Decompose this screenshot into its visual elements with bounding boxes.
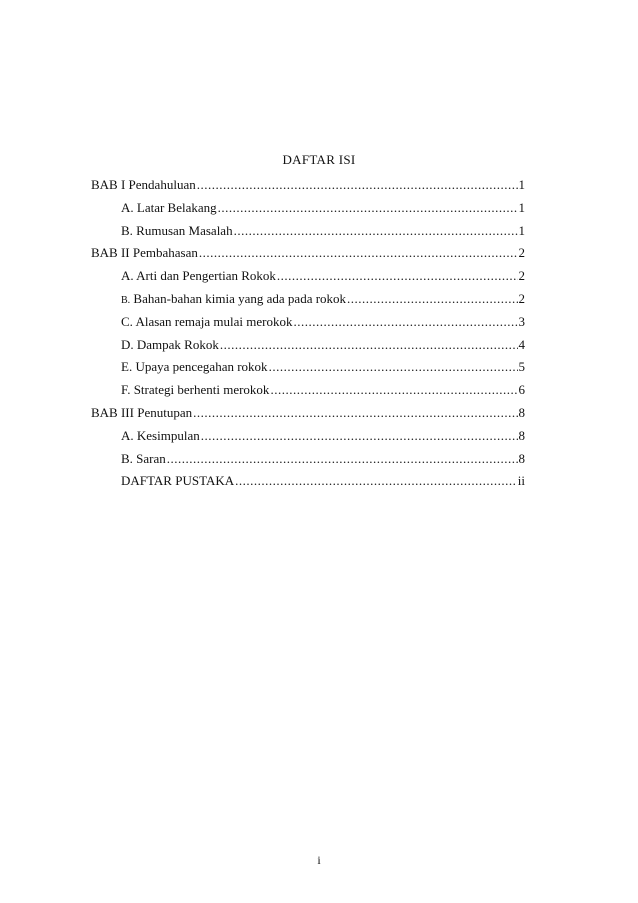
toc-entry-label: B. Rumusan Masalah [121,222,233,238]
toc-entry-page: 2 [518,245,525,261]
toc-entry-page: ii [517,473,525,489]
toc-dot-leader [218,200,518,216]
table-of-contents [91,177,525,496]
toc-entry-label: BAB III Penutupan [91,404,193,420]
toc-entry-label: A. Arti dan Pengertian Rokok [121,268,276,284]
toc-dot-leader [193,405,517,421]
toc-entry-label [121,291,346,307]
toc-dot-leader [235,473,517,489]
toc-entry-label: B. Saran [121,450,166,466]
toc-entry-page: 1 [518,177,525,192]
toc-entry-alasan-remaja [91,314,525,337]
toc-entry-label: BAB I Pendahuluan [91,177,196,192]
toc-entry-label: E. Upaya pencegahan rokok [121,359,268,375]
toc-entry-page: 5 [518,359,525,375]
toc-dot-leader [234,223,518,239]
toc-entry-strategi-berhenti [91,382,525,405]
toc-entry-bahan-kimia [91,291,525,314]
toc-entry-bab-3 [91,405,525,428]
toc-entry-rumusan-masalah [91,223,525,246]
toc-dot-leader [270,382,517,398]
footer-page-number: i [317,853,321,867]
toc-dot-leader [277,268,518,284]
toc-entry-bab-1 [91,177,525,200]
toc-entry-label: A. Latar Belakang [121,199,217,215]
toc-entry-page: 1 [518,222,525,238]
toc-entry-upaya-pencegahan [91,359,525,382]
toc-entry-label: A. Kesimpulan [121,427,200,443]
toc-entry-label: D. Dampak Rokok [121,336,219,352]
toc-entry-label-prefix: B. [121,294,131,306]
toc-entry-arti-pengertian-rokok [91,268,525,291]
toc-entry-label: F. Strategi berhenti merokok [121,382,270,398]
toc-entry-label: C. Alasan remaja mulai merokok [121,313,293,329]
toc-dot-leader [197,177,518,193]
toc-dot-leader [347,291,517,307]
toc-entry-saran [91,451,525,474]
toc-dot-leader [199,245,518,261]
toc-entry-bab-2 [91,245,525,268]
toc-dot-leader [293,314,517,330]
toc-entry-daftar-pustaka [91,473,525,496]
toc-entry-page: 4 [518,336,525,352]
toc-entry-label: DAFTAR PUSTAKA [121,473,235,489]
toc-entry-kesimpulan [91,428,525,451]
toc-dot-leader [201,428,518,444]
toc-entry-page: 2 [518,290,525,306]
toc-entry-page: 8 [518,404,525,420]
toc-entry-label: BAB II Pembahasan [91,245,198,261]
toc-entry-label-text: Bahan-bahan kimia yang ada pada rokok [130,290,347,306]
page-title: DAFTAR ISI [282,152,356,167]
toc-entry-page: 1 [518,199,525,215]
toc-entry-page: 6 [518,382,525,398]
toc-dot-leader [269,359,518,375]
toc-entry-page: 2 [518,268,525,284]
toc-entry-page: 3 [518,313,525,329]
toc-entry-latar-belakang [91,200,525,223]
toc-entry-page: 8 [518,450,525,466]
toc-entry-dampak-rokok [91,337,525,360]
toc-dot-leader [167,451,518,467]
toc-entry-page: 8 [518,427,525,443]
toc-dot-leader [220,337,518,353]
